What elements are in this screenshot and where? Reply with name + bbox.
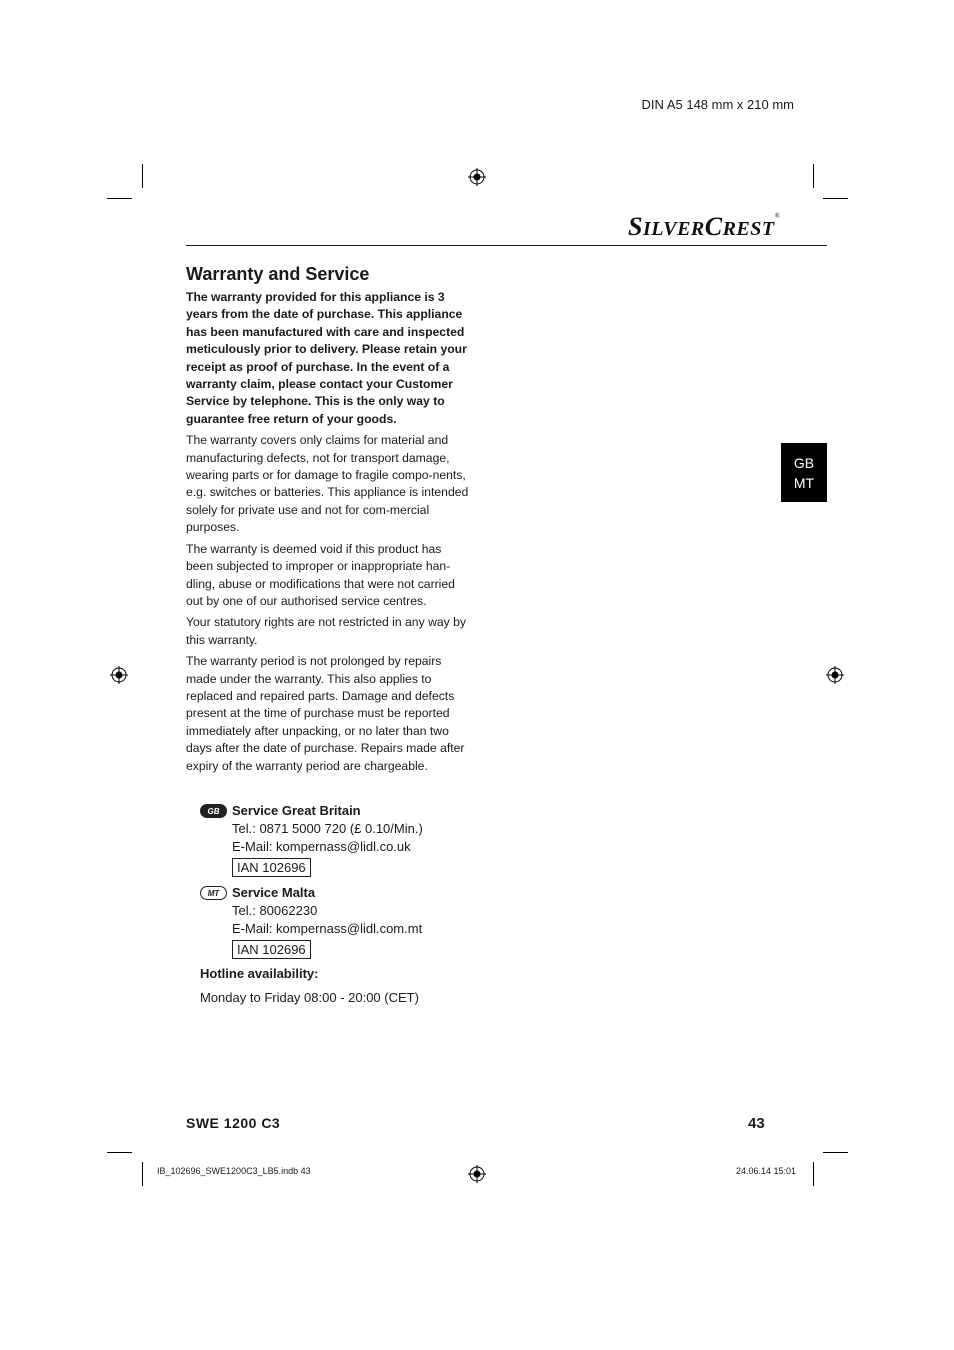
header-rule (186, 245, 827, 246)
country-flag-badge: MT (200, 886, 227, 900)
hotline-label: Hotline availability: (200, 966, 319, 981)
service-name: Service Great Britain (232, 803, 361, 818)
service-phone: Tel.: 0871 5000 720 (£ 0.10/Min.) (232, 821, 423, 836)
service-email: E-Mail: kompernass@lidl.com.mt (232, 921, 423, 936)
section-title: Warranty and Service (186, 264, 370, 284)
brand-logo: SILVERCREST® (628, 212, 781, 241)
service-name: Service Malta (232, 885, 316, 900)
ian-box: IAN 102696 (232, 858, 311, 877)
paragraph: The warranty provided for this appliance is 3 years from the date of purchase. This appliance has been manufactured with care and inspected meticulously prior to delivery. Please retain your receipt as proof of purchase. In the event of a warranty claim, please contact your Customer Service by telephone. This is the only way to guarantee free return of your goods. (186, 290, 467, 426)
language-code: GB (793, 455, 815, 471)
registration-mark-icon (468, 168, 486, 186)
ian-box: IAN 102696 (232, 940, 311, 959)
crop-mark (823, 1152, 848, 1153)
crop-mark (813, 164, 814, 188)
paragraph: The warranty period is not prolonged by repairs made under the warranty. This also applies to replaced and repaired parts. Damage and defects present at the time of purchase must be reported immediately after unpacking, or no later than two days after the date of purchase. Repairs made after expiry of the warranty period are chargeable. (186, 654, 465, 773)
paragraph: The warranty is deemed void if this product has been subjected to improper or inappropriate han-dling, abuse or modifications that were not carried out by one of our authorised service centres. (186, 541, 455, 608)
paragraph: The warranty covers only claims for material and manufacturing defects, not for transport damage, wearing parts or for damage to fragile compo-nents, e.g. switches or batteries. This appliance is intended solely for private use and not for com-mercial purposes. (186, 433, 469, 535)
registration-mark-icon (110, 666, 128, 684)
crop-mark (823, 198, 848, 199)
paragraph: Your statutory rights are not restricted in any way by this warranty. (186, 615, 466, 647)
slug-filename: IB_102696_SWE1200C3_LB5.indb 43 (157, 1166, 311, 1176)
crop-mark (142, 1162, 143, 1186)
registration-mark-icon (468, 1165, 486, 1183)
service-block-gb (200, 802, 423, 877)
crop-mark (107, 198, 132, 199)
crop-mark (813, 1162, 814, 1186)
model-number: SWE 1200 C3 (186, 1115, 281, 1131)
warranty-text (186, 289, 470, 779)
language-tab (781, 443, 827, 502)
print-format-label: DIN A5 148 mm x 210 mm (641, 97, 794, 112)
hotline-hours: Monday to Friday 08:00 - 20:00 (CET) (200, 990, 419, 1005)
service-email: E-Mail: kompernass@lidl.co.uk (232, 839, 411, 854)
registration-mark-icon (826, 666, 844, 684)
page-number: 43 (748, 1115, 765, 1132)
country-flag-badge: GB (200, 804, 227, 818)
crop-mark (107, 1152, 132, 1153)
service-phone: Tel.: 80062230 (232, 903, 318, 918)
service-block-mt (200, 884, 422, 959)
language-code: MT (793, 475, 815, 491)
slug-timestamp: 24.06.14 15:01 (736, 1166, 797, 1176)
crop-mark (142, 164, 143, 188)
